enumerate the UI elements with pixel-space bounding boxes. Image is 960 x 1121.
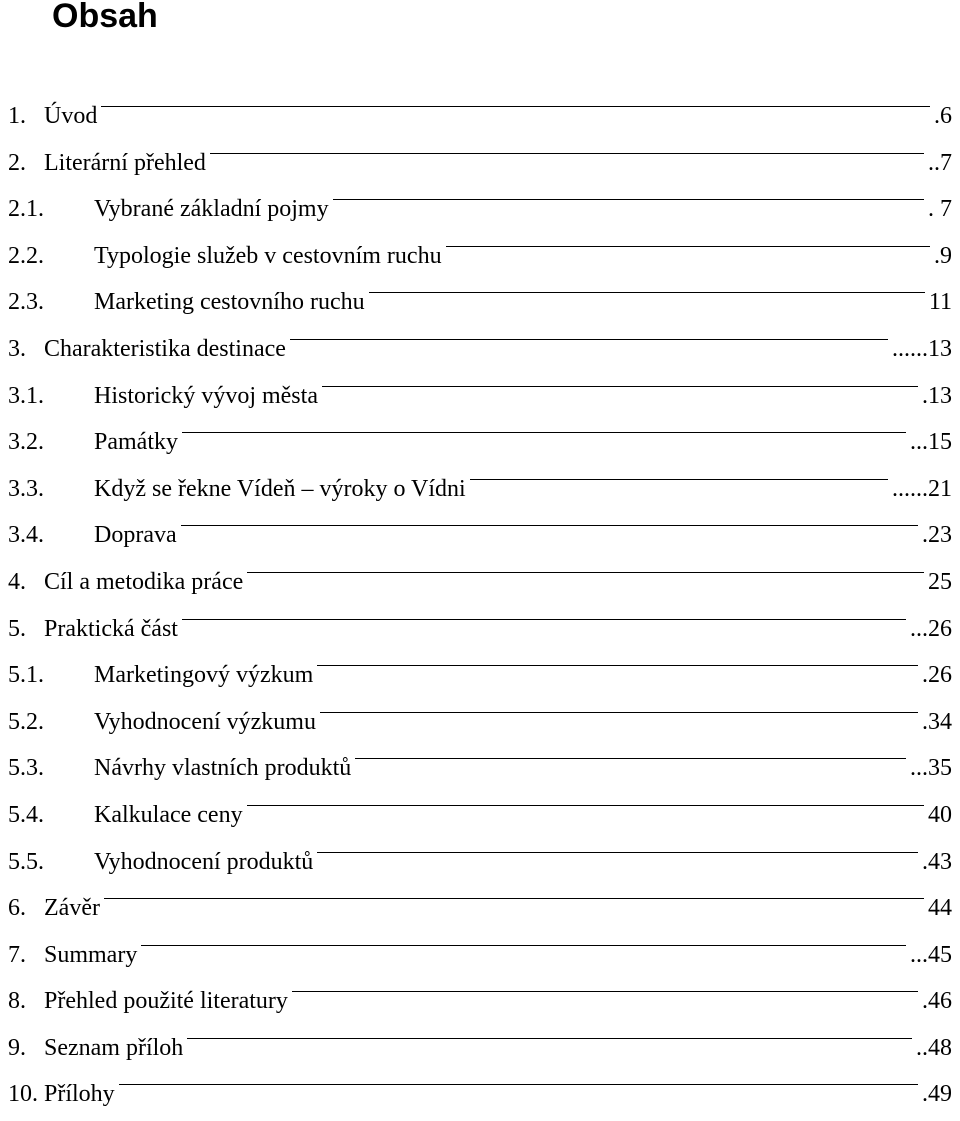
toc-entry-page-number: 11 [928,289,952,316]
toc-entry-page-number: .13 [922,382,952,409]
toc-dot-leader [182,422,906,462]
toc-entry-title: Marketingový výzkum [94,662,314,689]
toc-entry[interactable] [8,981,952,1028]
toc-entry-number: 1. [8,103,26,129]
toc-entry[interactable] [8,236,952,283]
toc-dot-leader [247,562,924,602]
toc-entry[interactable] [8,935,952,982]
toc-entry-page-number: ...35 [910,755,952,782]
toc-entry-page-number: ......21 [892,475,952,502]
toc-entry[interactable] [8,888,952,935]
toc-entry[interactable] [8,562,952,609]
toc-entry-title: Doprava [94,522,177,549]
toc-entry-page-number: ......13 [892,335,952,362]
toc-entry-title: Typologie služeb v cestovním ruchu [94,242,442,269]
toc-entry-title: Historický vývoj města [94,382,318,409]
toc-dot-leader [470,469,888,509]
toc-entry-number: 7. [8,941,26,968]
toc-entry[interactable] [8,189,952,236]
toc-entry-number: 5. [8,615,26,642]
toc-entry[interactable] [8,329,952,376]
toc-entry[interactable] [8,1028,952,1075]
toc-entry-page-number: ..7 [928,149,952,176]
toc-entry-title: Charakteristika destinace [44,335,286,362]
toc-entry-title: Cíl a metodika práce [44,568,244,595]
toc-entry-number: 9. [8,1034,26,1061]
toc-entry-page-number: . 7 [928,196,952,223]
toc-entry-title: Literární přehled [44,149,206,176]
toc-entry-number: 5.4. [8,801,44,828]
toc-dot-leader [187,1028,912,1068]
toc-entry-page-number: .6 [934,103,952,129]
toc-entry-page-number: 44 [928,895,952,922]
toc-entry-page-number: .34 [922,708,952,735]
toc-entry-number: 8. [8,988,26,1015]
toc-dot-leader [355,748,906,788]
toc-entry-number: 5.3. [8,755,44,782]
toc-dot-leader [317,655,918,695]
toc-entry-number: 2.1. [8,196,44,223]
toc-entry-number: 4. [8,568,26,595]
toc-entry[interactable] [8,748,952,795]
toc-entry-number: 3.3. [8,475,44,502]
toc-dot-leader [333,189,924,229]
toc-entry-page-number: .43 [922,848,952,875]
toc-entry-title: Přehled použité literatury [44,988,288,1015]
toc-entry-page-number: ..48 [916,1034,952,1061]
toc-entry-title: Závěr [44,895,100,922]
toc-entry[interactable] [8,702,952,749]
toc-entry-number: 3.4. [8,522,44,549]
toc-entry-number: 5.1. [8,662,44,689]
toc-entry-title: Summary [44,941,138,968]
toc-dot-leader [101,96,930,136]
toc-entry[interactable] [8,96,952,143]
toc-entry-number: 5.5. [8,848,44,875]
toc-entry-title: Přílohy [44,1081,115,1108]
toc-dot-leader [119,1074,918,1114]
toc-dot-leader [290,329,888,369]
toc-entry-title: Úvod [44,103,98,129]
toc-dot-leader [320,702,918,742]
toc-entry-number: 3.1. [8,382,44,409]
toc-entry-number: 10. [8,1081,38,1108]
toc-dot-leader [181,515,918,555]
toc-entry[interactable] [8,655,952,702]
toc-entry-number: 5.2. [8,708,44,735]
toc-dot-leader [292,981,918,1021]
toc-entry[interactable] [8,376,952,423]
toc-entry-page-number: 40 [928,801,952,828]
toc-entry[interactable] [8,422,952,469]
toc-entry-title: Návrhy vlastních produktů [94,755,352,782]
toc-entry-page-number: .23 [922,522,952,549]
table-of-contents [8,96,952,1121]
toc-entry[interactable] [8,609,952,656]
toc-entry[interactable] [8,515,952,562]
toc-entry-title: Seznam příloh [44,1034,184,1061]
toc-entry[interactable] [8,469,952,516]
toc-dot-leader [369,282,925,322]
toc-dot-leader [317,842,918,882]
toc-entry-number: 2.3. [8,289,44,316]
toc-entry[interactable] [8,795,952,842]
toc-entry-title: Praktická část [44,615,178,642]
toc-entry[interactable] [8,1074,952,1121]
toc-entry-title: Vyhodnocení výzkumu [94,708,316,735]
toc-entry-page-number: .49 [922,1081,952,1108]
toc-entry[interactable] [8,282,952,329]
toc-entry-title: Marketing cestovního ruchu [94,289,365,316]
toc-entry-page-number: ...26 [910,615,952,642]
toc-entry-title: Památky [94,429,178,456]
toc-entry-page-number: .26 [922,662,952,689]
toc-entry-page-number: .9 [934,242,952,269]
toc-entry-page-number: ...45 [910,941,952,968]
toc-entry-number: 3.2. [8,429,44,456]
toc-entry-number: 6. [8,895,26,922]
toc-entry-title: Kalkulace ceny [94,801,243,828]
toc-dot-leader [104,888,924,928]
toc-entry-page-number: .46 [922,988,952,1015]
page-title: Obsah [52,0,158,35]
toc-entry-number: 3. [8,335,26,362]
toc-entry-page-number: 25 [928,568,952,595]
toc-dot-leader [322,376,918,416]
toc-entry[interactable] [8,143,952,190]
toc-entry[interactable] [8,842,952,889]
toc-dot-leader [446,236,930,276]
toc-entry-number: 2.2. [8,242,44,269]
toc-dot-leader [141,935,906,975]
toc-entry-number: 2. [8,149,26,176]
toc-dot-leader [210,143,924,183]
toc-dot-leader [182,609,906,649]
toc-entry-title: Vyhodnocení produktů [94,848,314,875]
toc-entry-title: Vybrané základní pojmy [94,196,329,223]
toc-dot-leader [247,795,924,835]
toc-entry-title: Když se řekne Vídeň – výroky o Vídni [94,475,466,502]
toc-entry-page-number: ...15 [910,429,952,456]
